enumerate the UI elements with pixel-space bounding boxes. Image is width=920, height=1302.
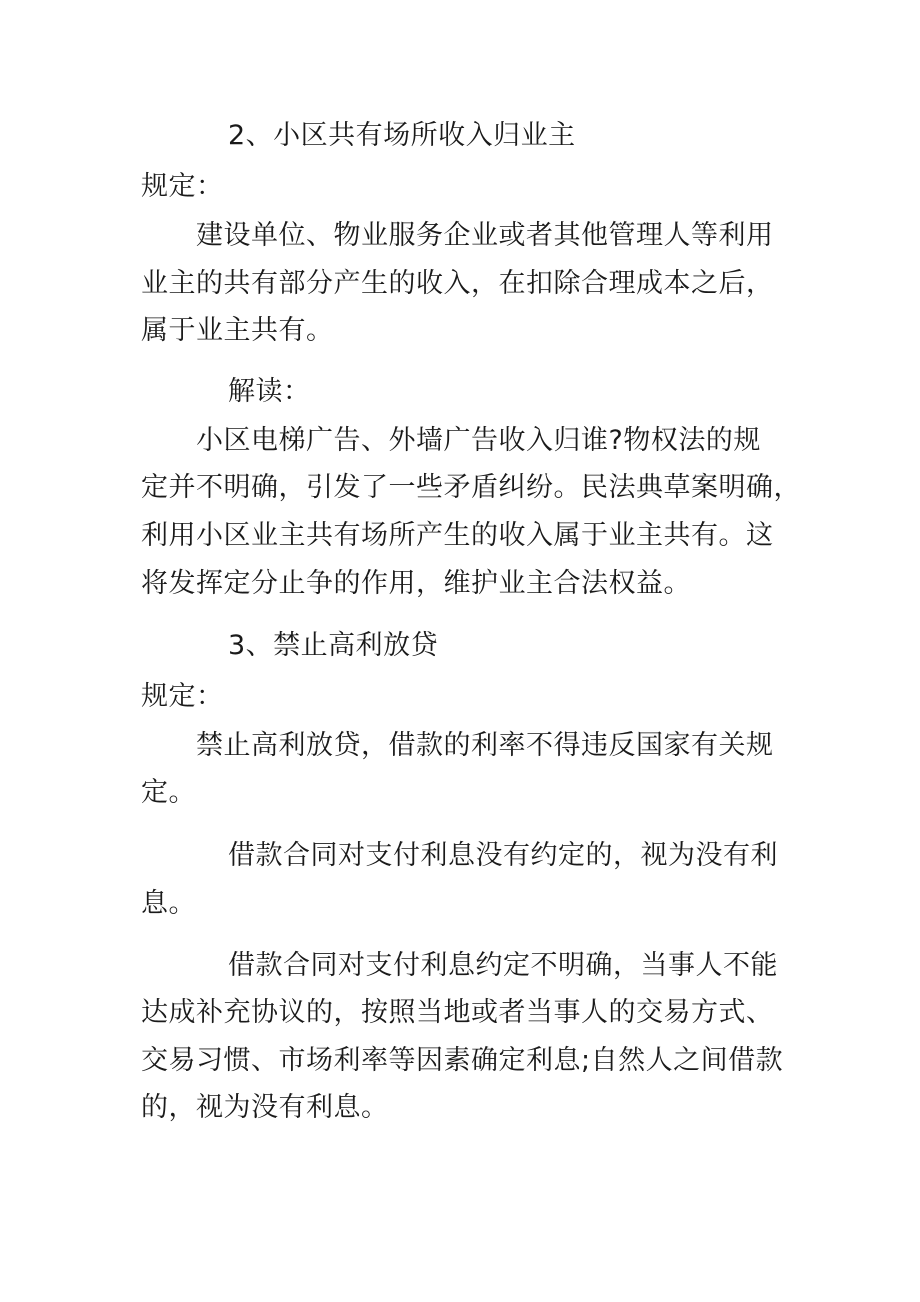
- section-3-para-1-line: 禁止高利放贷，借款的利率不得违反国家有关规: [196, 730, 774, 761]
- section-3-heading: 3、禁止高利放贷: [228, 630, 439, 661]
- section-3-para-3-line: 借款合同对支付利息约定不明确，当事人不能: [228, 950, 778, 981]
- section-3-rule-label: 规定：: [141, 681, 224, 712]
- section-3-para-1-line: 定。: [141, 777, 196, 808]
- section-2-heading: 2、小区共有场所收入归业主: [228, 120, 576, 151]
- section-2-rule-line: 属于业主共有。: [141, 315, 334, 346]
- section-2-rule-label: 规定：: [141, 171, 224, 202]
- section-2-interp-line: 将发挥定分止争的作用，维护业主合法权益。: [141, 568, 691, 599]
- section-2-rule-line: 业主的共有部分产生的收入，在扣除合理成本之后，: [141, 268, 774, 299]
- section-2-rule-line: 建设单位、物业服务企业或者其他管理人等利用: [196, 220, 774, 251]
- section-2-interp-label: 解读：: [228, 376, 311, 407]
- section-3-para-3-line: 达成补充协议的，按照当地或者当事人的交易方式、: [141, 997, 774, 1028]
- section-3-para-2-line: 息。: [141, 888, 196, 919]
- section-3-para-3-line: 交易习惯、市场利率等因素确定利息;自然人之间借款: [141, 1045, 784, 1076]
- section-3-para-3-line: 的，视为没有利息。: [141, 1092, 389, 1123]
- section-2-interp-line: 利用小区业主共有场所产生的收入属于业主共有。这: [141, 520, 774, 551]
- section-2-interp-line: 小区电梯广告、外墙广告收入归谁?物权法的规: [196, 425, 761, 456]
- section-2-interp-line: 定并不明确，引发了一些矛盾纠纷。民法典草案明确，: [141, 472, 801, 503]
- section-3-para-2-line: 借款合同对支付利息没有约定的，视为没有利: [228, 840, 778, 871]
